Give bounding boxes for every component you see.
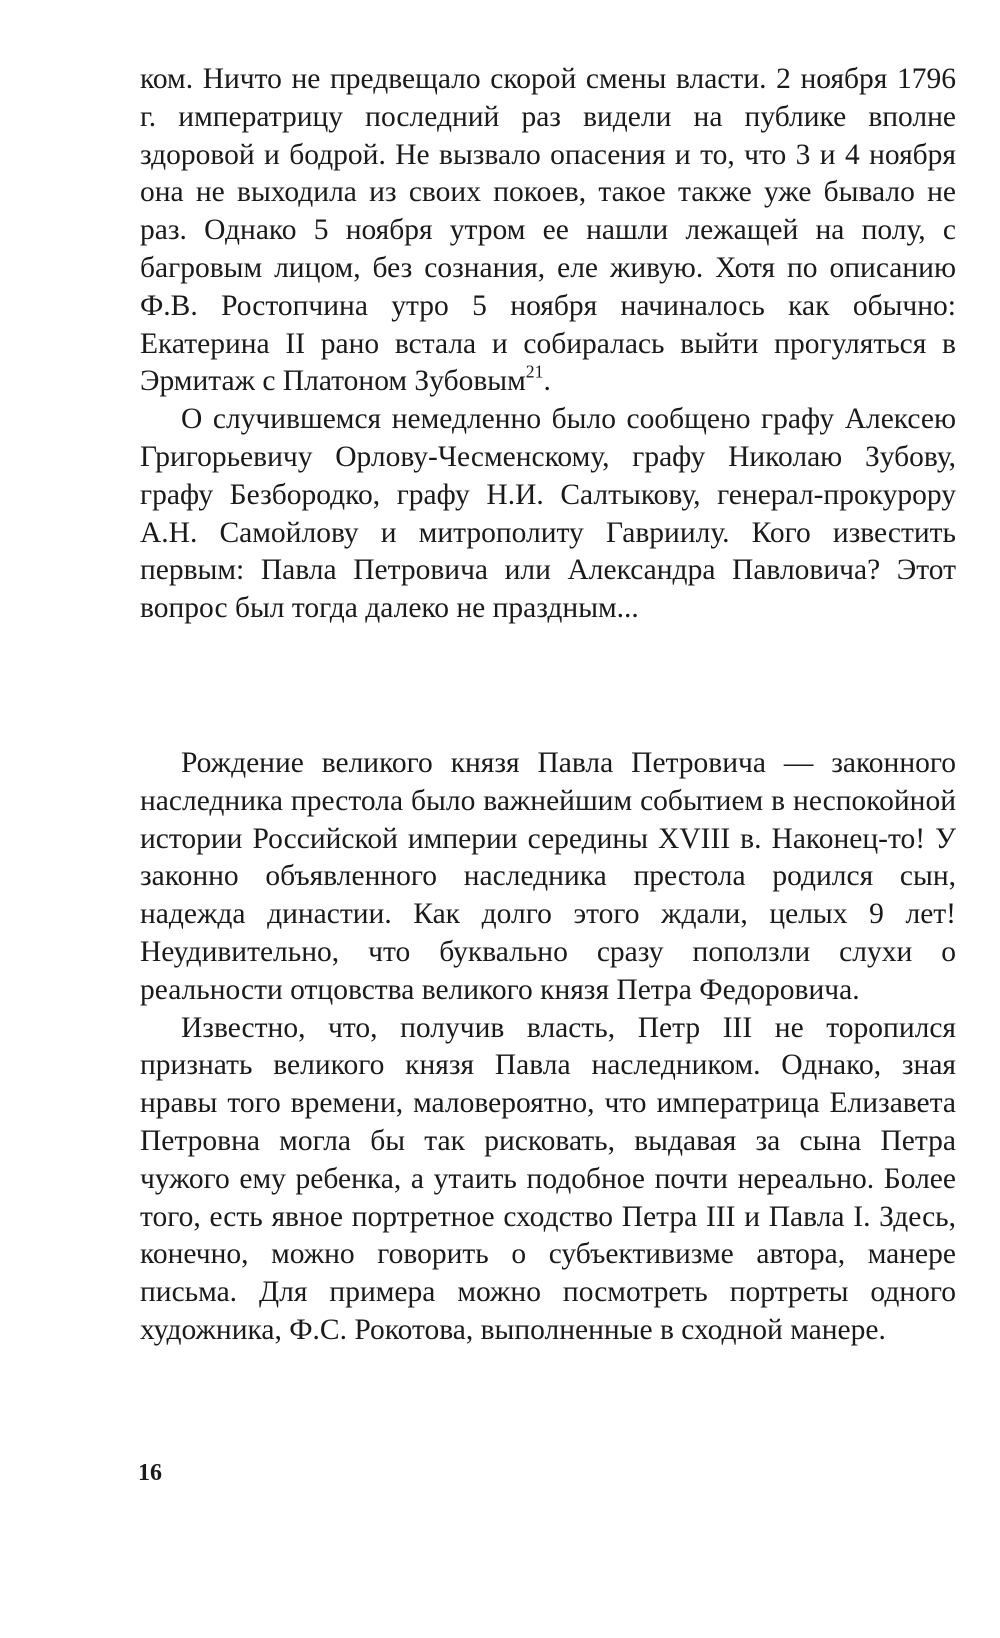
paragraph-3: Рождение великого князя Павла Петровича — законного наследника престола было важнейшим событием в неспокойной истории Российской империи середины XVIII в. Наконец-то! У законно объявленного наследника престола родился сын, надежда династии. Как долго этого ждали, целых 9 лет! Неудивительно, что буквально сразу поползли слухи о реальности отцовства великого князя Петра Федоровича. [140,747,956,1006]
page-number: 16 [138,1460,162,1486]
text-section-1 [140,61,956,628]
paragraph-1-text: ком. Ничто не предвещало скорой смены власти. 2 ноября 1796 г. императрицу последний раз видели на публике вполне здоровой и бодрой. Не вызвало опасения и то, что 3 и 4 ноября она не выходила из своих покоев, такое также уже бывало не раз. Однако 5 ноября утром ее нашли лежащей на полу, с багровым лицом, без сознания, еле живую. Хотя по описанию Ф.В. Ростопчина утро 5 ноября начиналось как обычно: Екатерина II рано встала и собиралась выйти прогуляться в Эрмитаж с Платоном Зубовым [140,63,956,398]
footnote-ref: 21 [525,362,544,382]
text-section-2 [140,745,956,1350]
paragraph-4: Известно, что, получив власть, Петр III не торопился признать великого князя Павла наследником. Однако, зная нравы того времени, маловероятно, что императрица Елизавета Петровна могла бы так рисковать, выдавая за сына Петра чужого ему ребенка, а утаить подобное почти нереально. Более того, есть явное портретное сходство Петра III и Павла I. Здесь, конечно, можно говорить о субъективизме автора, манере письма. Для примера можно посмотреть портреты одного художника, Ф.С. Рокотова, выполненные в сходной манере. [140,1011,956,1346]
paragraph-1-tail: . [543,365,551,398]
paragraph-1 [140,61,956,401]
paragraph-2: О случившемся немедленно было сообщено графу Алексею Григорьевичу Орлову-Чесменскому, графу Николаю Зубову, графу Безбородко, графу Н.И. Салтыкову, генерал-прокурору А.Н. Самойлову и митрополиту Гавриилу. Кого известить первым: Павла Петровича или Александра Павловича? Этот вопрос был тогда далеко не праздным... [140,403,956,625]
